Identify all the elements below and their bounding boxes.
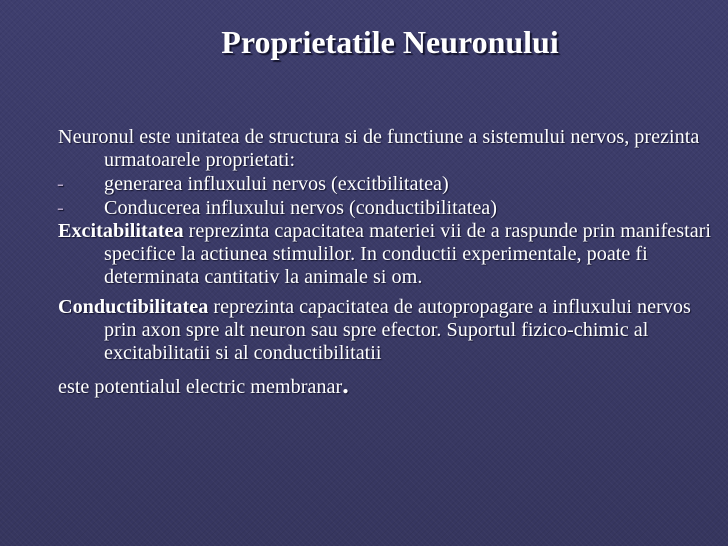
excitabilitate-text: reprezinta capacitatea materiei vii de a raspunde prin manifestari specifice la actiunea stimulilor. In conductii experimentale, poate fi determinata cantitativ la animale si om. [104, 220, 712, 288]
conductibilitate-term: Conductibilitatea [58, 296, 209, 318]
conductibilitate-paragraph [58, 296, 723, 399]
bullet-item-conductibilitate [58, 197, 723, 220]
bullet-item-excitabilitate [58, 173, 723, 196]
intro-paragraph: Neuronul este unitatea de structura si de functiune a sistemului nervos, prezinta urmatoarele proprietati: [58, 126, 700, 171]
conductibilitate-last-line [58, 370, 349, 399]
slide-content [58, 126, 723, 399]
final-period: . [342, 370, 349, 399]
dash-marker: - [57, 173, 64, 195]
bullet-text: Conducerea influxului nervos (conductibilitatea) [104, 197, 497, 219]
excitabilitate-term: Excitabilitatea [58, 220, 184, 242]
excitabilitate-paragraph [58, 220, 723, 289]
conductibilitate-last-text: este potentialul electric membranar [58, 376, 343, 398]
dash-marker: - [57, 197, 64, 219]
conductibilitate-text: reprezinta capacitatea de autopropagare a influxului nervos prin axon spre alt neuron sau spre efector. Suportul fizico-chimic al excitabilitatii si al conductibilitatii [104, 296, 691, 364]
bullet-text: generarea influxului nervos (excitbilitatea) [104, 173, 449, 195]
slide-title: Proprietatile Neuronului [221, 24, 559, 60]
